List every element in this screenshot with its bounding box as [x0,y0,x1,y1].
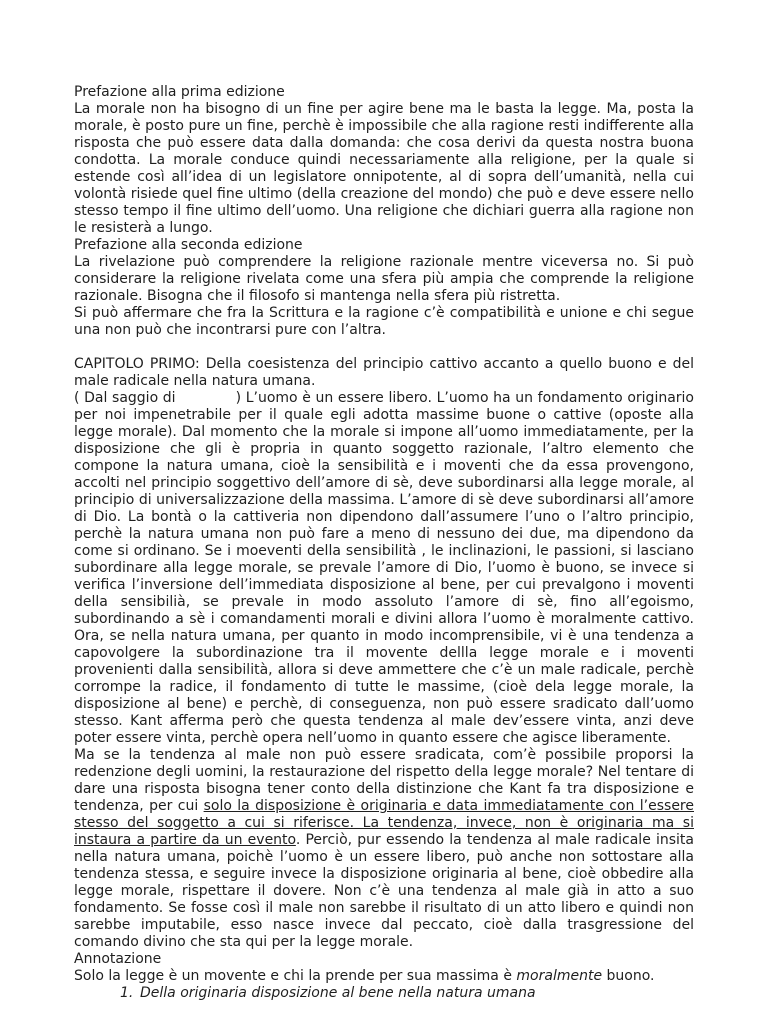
first-edition-heading: Prefazione alla prima edizione [74,84,285,100]
list-item-number: 1. [120,985,134,1001]
annotation-end: buono. [602,968,655,984]
blank-line [74,339,694,356]
chapter-title: CAPITOLO PRIMO: Della coesistenza del principio cattivo accanto a quello buono e del male radicale nella natura umana. [74,356,694,389]
annotation-italic-word: moralmente [516,968,603,984]
second-edition-paragraph: La rivelazione può comprendere la religione razionale mentre viceversa no. Si può considerare la religione rivelata come una sfera più ampia che comprende la religione razionale. Bisogna che il filosofo si mantenga nella sfera più ristretta. [74,254,694,304]
document-page [74,84,694,1002]
essay-paragraph [74,390,694,747]
redemption-paragraph-start: Ma se la tendenza al male non può essere sradicata, com’è possibile proporsi la redenzione degli uomini, la restaurazione del rispetto della legge morale? Nel tentare di dare una risposta bisogna tener conto della distinzione che Kant fa tra disposizione e tendenza, per cui [74,747,694,814]
scripture-paragraph: Si può affermare che fra la Scrittura e la ragione c’è compatibilità e unione e chi segue una non può che incontrarsi pure con l’altra. [74,305,694,338]
first-edition-paragraph: La morale non ha bisogno di un fine per agire bene ma le basta la legge. Ma, posta la morale, è posto pure un fine, perchè è impossibile che alla ragione resti indifferente alla risposta che può essere data dalla domanda: che cosa derivi da questa nostra buona condotta. La morale conduce quindi necessariamente alla religione, per la quale si estende così all’idea di un legislatore onnipotente, al di sopra dell’umanità, nella cui volontà risiede quel fine ultimo (della creazione del mondo) che può e deve essere nello stesso tempo il fine ultimo dell’uomo. Una religione che dichiari guerra alla ragione non le resisterà a lungo. [74,101,694,236]
list-item-text: Della originaria disposizione al bene nella natura umana [140,985,536,1001]
second-edition-heading: Prefazione alla seconda edizione [74,237,303,253]
essay-paragraph-start: ( Dal saggio di [74,390,176,406]
list-item [120,985,694,1002]
redemption-underlined-text: solo la disposizione è originaria e data immediatamente con l’essere stesso del soggetto a cui si riferisce. La tendenza, invece, non è originaria ma si instaura a partire da un evento [74,798,694,848]
numbered-list [74,985,694,1002]
redemption-paragraph-rest: . Perciò, pur essendo la tendenza al male radicale insita nella natura umana, poichè l’uomo è un essere libero, può anche non sottostare alla tendenza stessa, e seguire invece la disposizione originaria al bene, cioè obbedire alla legge morale, rispettare il dovere. Non c’è una tendenza al male già in atto a suo fondamento. Se fosse così il male non sarebbe il risultato di un atto libero e quindi non sarebbe imputabile, esso nasce invece dal peccato, cioè dalla trasgressione del comando divino che sta qui per la legge morale. [74,832,694,950]
annotation-paragraph [74,968,694,985]
annotation-start: Solo la legge è un movente e chi la prende per sua massima è [74,968,517,984]
redemption-paragraph [74,747,694,951]
annotation-heading: Annotazione [74,951,162,967]
essay-paragraph-body: ) L’uomo è un essere libero. L’uomo ha un fondamento originario per noi impenetrabile per il quale egli adotta massime buone o cattive (oposte alla legge morale). Dal momento che la morale si impone all’uomo immediatamente, per la disposizione che gli è propria in quanto soggetto razionale, l’altro elemento che compone la natura umana, cioè la sensibilità e i moventi che da essa provengono, accolti nel principio soggettivo dell’amore di sè, deve subordinarsi alla legge morale, al principio di universalizzazione della massima. L’amore di sè deve subordinarsi all’amore di Dio. La bontà o la cattiveria non dipendono dall’assumere l’uno o l’altro principio, perchè la natura umana non può fare a meno di nessuno dei due, ma dipendono da come si ordinano. Se i moeventi della sensibilità , le inclinazioni, le passioni, si lasciano subordinare alla legge morale, se prevale l’amore di Dio, l’uomo è buono, se invece si verifica l’inversione dell’immediata disposizione al bene, per cui prevalgono i moventi della sensibilià, se prevale in modo assoluto l’amore di sè, fino all’egoismo, subordinando a sè i comandamenti morali e divini allora l’uomo è moralmente cattivo. Ora, se nella natura umana, per quanto in modo incomprensibile, vi è una tendenza a capovolgere la subordinazione tra il movente dellla legge morale e i moventi provenienti dalla sensibilità, allora si deve ammettere che c’è un male radicale, perchè corrompe la radice, il fondamento di tutte le massime, (cioè dela legge morale, la disposizione al bene) e perchè, di conseguenza, non può essere sradicato dall’uomo stesso. Kant afferma però che questa tendenza al male dev’essere vinta, anzi deve poter essere vinta, perchè opera nell’uomo in quanto essere che agisce liberamente. [74,390,694,746]
